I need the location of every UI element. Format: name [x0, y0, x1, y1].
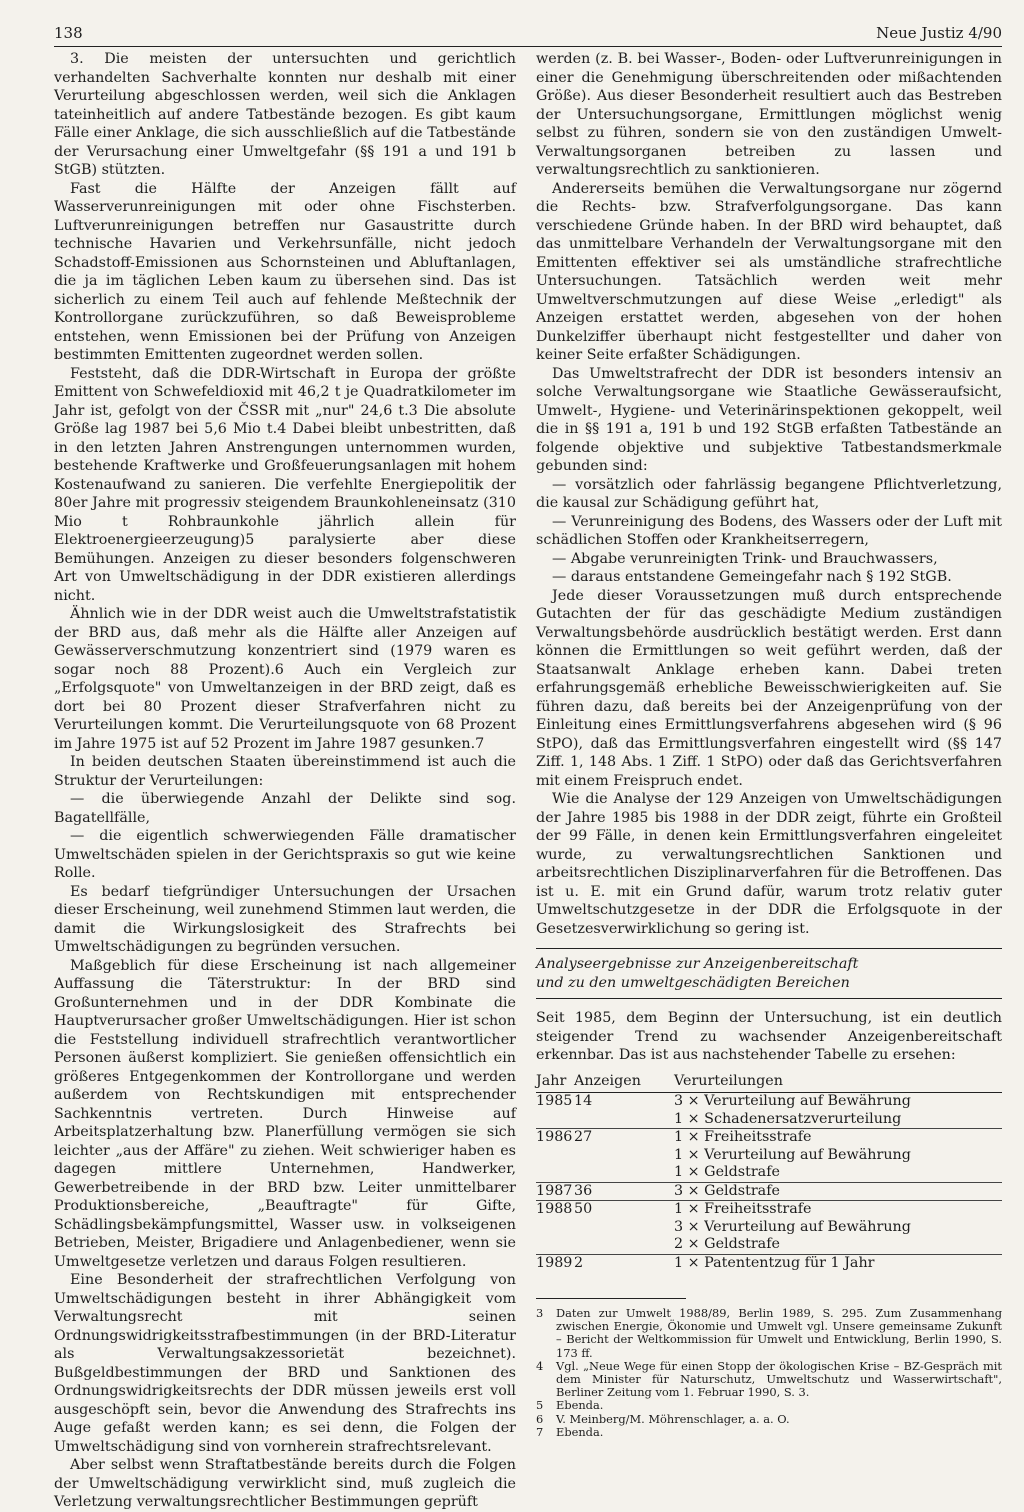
paragraph: Maßgeblich für diese Erscheinung ist nach allgemeiner Auffassung die Täterstruktur: In der BRD sind Großunternehmen und in der DDR Kombinate die Hauptverursacher großer Umweltschädigungen. Hier ist schon die Feststellung individuell strafrechtlich verantwortlicher Personen äußerst kompliziert. Sie genießen offensichtlich ein größeres Entgegenkommen der Kontrollorgane und werden außerdem von Rechtskundigen mit entsprechender Sachkenntnis vertreten. Durch Hinweise auf Arbeitsplatzerhaltung bzw. Planerfüllung vermögen sie sich leichter „aus der Affäre" zu ziehen. Weit schwieriger haben es dagegen mittlere Unternehmen, Handwerker, Gewerbetreibende in der BRD bzw. Leiter unmittelbarer Produktionsbereiche, „Beauftragte" für Gifte, Schädlingsbekämpfungsmittel, Wasser usw. in volkseigenen Betrieben, Meister, Brigadiere und Anlagenbediener, wenn sie Umweltgesetze verletzen und daraus Folgen resultieren. — [54, 957, 516, 1270]
footnote-text: Ebenda. — [556, 1424, 604, 1439]
list-item: — Abgabe verunreinigten Trink- und Brauchwassers, — [552, 550, 938, 567]
list-item: — daraus entstandene Gemeingefahr nach § 192 StGB. — [552, 569, 952, 585]
footnote-number: 7 — [536, 1424, 544, 1439]
cell-jahr: 1989 — [536, 1254, 573, 1271]
cell-verurteilung: 1 ⨯ Freiheitsstrafe — [674, 1129, 1002, 1147]
footnote-rule — [536, 1298, 686, 1299]
journal-issue: Neue Justiz 4/90 — [876, 24, 1002, 42]
paragraph: Ähnlich wie in der DDR weist auch die Umweltstrafstatistik der BRD aus, daß mehr als die Hälfte aller Anzeigen auf Gewässerverschmutzung konzentriert sind (1979 waren es sogar noch 88 Prozent).6 Auch ein Vergleich zur „Erfolgsquote" von Umweltanzeigen in der BRD zeigt, daß es dort bei 80 Prozent dieser Strafverfahren nicht zu Verurteilungen kommt. Die Verurteilungsquote von 68 Prozent im Jahre 1975 ist auf 52 Prozent im Jahre 1987 gesunken.7 — [54, 606, 516, 752]
list-item: — vorsätzlich oder fahrlässig begangene Pflichtverletzung, die kausal zur Schädigung geführt hat, — [536, 476, 1002, 511]
footnote — [536, 1426, 1002, 1439]
paragraph: Eine Besonderheit der strafrechtlichen Verfolgung von Umweltschädigungen besteht in ihrer Abhängigkeit vom Verwaltungsrecht mit seinen Ordnungswidrigkeitsstrafbestimmungen (in der BRD-Literatur als Verwaltungsakzessorietät bezeichnet). Bußgeldbestimmungen der BRD und Sanktionen des Ordnungswidrigkeitsrechts der DDR müssen jeweils erst voll ausgeschöpft sein, bevor die Anwendung des Strafrechts ins Auge gefaßt werden kann; es sei denn, die Folgen der Umweltschädigung sind von vornherein strafrechtsrelevant. — [54, 1272, 516, 1455]
table-row — [536, 1129, 1002, 1147]
table-row — [536, 1201, 1002, 1219]
cell-verurteilung: 1 ⨯ Verurteilung auf Bewährung — [674, 1146, 911, 1163]
results-table — [536, 1073, 1002, 1273]
footnote — [536, 1399, 1002, 1412]
paragraph: In beiden deutschen Staaten übereinstimmend ist auch die Struktur der Verurteilungen: — [54, 754, 516, 789]
paragraph: 3. Die meisten der untersuchten und gerichtlich verhandelten Sachverhalte konnten nur deshalb mit einer Verurteilung abgeschlossen werden, weil sich die Anklagen tateinheitlich auf andere Tatbestände bezogen. Es gibt kaum Fälle einer Anklage, die sich ausschließlich auf die Tatbestände der Verursachung einer Umweltgefahr (§§ 191 a und 191 b StGB) stützten. — [54, 51, 516, 178]
col-header-verurteilungen: Verurteilungen — [674, 1073, 1002, 1093]
table-row — [536, 1164, 1002, 1182]
paragraph: Wie die Analyse der 129 Anzeigen von Umweltschädigungen der Jahre 1985 bis 1988 in der DDR zeigt, führte ein Großteil der 99 Fälle, in denen kein Ermittlungsverfahren eingeleitet wurde, zu verwaltungsrechtlichen Sanktionen und arbeitsrechtlichen Disziplinarverfahren für die Betroffenen. Das ist u. E. mit ein Grund dafür, warum trotz relativ guter Umweltschutzgesetze in der DDR die Erfolgsquote in der Gesetzesverwirklichung so gering ist. — [536, 791, 1002, 937]
footnote-text: Vgl. „Neue Wege für einen Stopp der ökologischen Krise – BZ-Gespräch mit dem Minister für Naturschutz, Umweltschutz und Wasserwirtschaft", Berliner Zeitung vom 1. Februar 1990, S. 3. — [556, 1358, 1002, 1400]
cell-verurteilung: 3 ⨯ Verurteilung auf Bewährung — [674, 1218, 911, 1235]
section-title-line-1: Analyseergebnisse zur Anzeigenbereitschaft — [536, 956, 859, 972]
paragraph: Es bedarf tiefgründiger Untersuchungen der Ursachen dieser Erscheinung, weil zunehmend Stimmen laut werden, die damit die Wirkungslosigkeit des Strafrechts bei Umweltschädigungen zu begründen versuchen. — [54, 883, 516, 955]
col-header-jahr: Jahr — [536, 1073, 574, 1093]
table-row — [536, 1093, 1002, 1111]
cell-anzeigen: 50 — [574, 1201, 674, 1219]
paragraph: Fast die Hälfte der Anzeigen fällt auf Wasserverunreinigungen mit oder ohne Fischsterben. Luftverunreinigungen betreffen nur Gasaustritte durch technische Havarien und Verkehrsunfälle, nicht jedoch Schadstoff-Emissionen aus Schornsteinen und Abluftanlagen, die ja im täglichen Leben kaum zu übersehen sind. Das ist sicherlich zu einem Teil auch auf fehlende Meßtechnik der Kontrollorgane zurückzuführen, so daß Beweisprobleme entstehen, wenn Emissionen bei der Prüfung von Anzeigen bestimmten Emittenten zugeordnet werden sollen. — [54, 180, 516, 363]
cell-verurteilung: 1 ⨯ Patententzug für 1 Jahr — [674, 1254, 1002, 1272]
left-column — [54, 50, 516, 1512]
footnote-number: 6 — [536, 1411, 544, 1426]
paragraph: Das Umweltstrafrecht der DDR ist besonders intensiv an solche Verwaltungsorgane wie Staatliche Gewässeraufsicht, Umwelt-, Hygiene- und Veterinärinspektionen gekoppelt, weil die in §§ 191 a, 191 b und 192 StGB erfaßten Tatbestände an folgende objektive und subjektive Tatbestandsmerkmale gebunden sind: — [536, 365, 1002, 474]
footnote-number: 5 — [536, 1398, 544, 1413]
cell-anzeigen: 27 — [574, 1129, 674, 1147]
paragraph: werden (z. B. bei Wasser-, Boden- oder Luftverunreinigungen in einer die Genehmigung überschreitenden oder mißachtenden Größe). Aus dieser Besonderheit resultiert auch das Bestreben der Untersuchungsorgane, Ermittlungen möglichst wenig selbst zu führen, sondern sie von den zuständigen Umwelt-Verwaltungsorganen betreiben zu lassen und verwaltungsrechtlich zu sanktionieren. — [536, 51, 1002, 178]
section-title-line-2: und zu den umweltgeschädigten Bereichen — [536, 974, 850, 991]
footnote-text: V. Meinberg/M. Möhrenschlager, a. a. O. — [556, 1411, 790, 1426]
cell-anzeigen: 14 — [574, 1093, 593, 1109]
list-item: — die eigentlich schwerwiegenden Fälle dramatischer Umweltschäden spielen in der Gerichtspraxis so gut wie keine Rolle. — [54, 828, 516, 881]
cell-verurteilung: 3 ⨯ Verurteilung auf Bewährung — [674, 1093, 911, 1109]
col-header-anzeigen: Anzeigen — [574, 1073, 674, 1093]
cell-verurteilung: 1 ⨯ Schadenersatzverurteilung — [674, 1110, 902, 1127]
paragraph: Andererseits bemühen die Verwaltungsorgane nur zögernd die Rechts- bzw. Strafverfolgungsorgane. Das kann verschiedene Gründe haben. In der BRD wird behauptet, daß das unmittelbare Verhandeln der Verwaltungsorgane mit den Emittenten effektiver sei als umständliche strafrechtliche Untersuchungen. Tatsächlich werden weit mehr Umweltverschmutzungen auf diese Weise „erledigt" als Anzeigen erstattet werden, abgesehen von der hohen Dunkelziffer überhaupt nicht festgestellter und daher von keiner Seite erfaßter Schädigungen. — [536, 180, 1002, 363]
paragraph: Feststeht, daß die DDR-Wirtschaft in Europa der größte Emittent von Schwefeldioxid mit 46,2 t je Quadratkilometer im Jahr ist, gefolgt von der ČSSR mit „nur" 24,6 t.3 Die absolute Größe lag 1987 bei 5,6 Mio t.4 Dabei bleibt unbestritten, daß in den letzten Jahren Anstrengungen unternommen wurden, bestehende Kraftwerke und Großfeuerungsanlagen mit hohem Kostenaufwand zu sanieren. Die verfehlte Energiepolitik der 80er Jahre mit progressiv steigendem Braunkohleneinsatz (310 Mio t Rohbraunkohle jährlich allein für Elektroenergieerzeugung)5 paralysierte aber diese Bemühungen. Anzeigen zu dieser besonders folgenschweren Art von Umweltschädigung in der DDR existieren allerdings nicht. — [54, 365, 516, 604]
page-number: 138 — [54, 24, 83, 42]
paragraph: Jede dieser Voraussetzungen muß durch entsprechende Gutachten der für das geschädigte Medium zuständigen Verwaltungsbehörde ausdrücklich bestätigt werden. Erst dann können die Ermittlungen so weit geführt werden, daß der Staatsanwalt Anklage erheben kann. Dabei treten erfahrungsgemäß erhebliche Beweisschwierigkeiten auf. Sie führen dazu, daß bereits bei der Anzeigenprüfung von der Einleitung eines Ermittlungsverfahrens abgesehen wird (§ 96 StPO), daß das Ermittlungsverfahren eingestellt wird (§§ 147 Ziff. 1, 148 Abs. 1 Ziff. 1 StPO) oder daß das Gerichtsverfahren mit einem Freispruch endet. — [536, 587, 1002, 789]
cell-anzeigen: 36 — [574, 1182, 674, 1201]
cell-verurteilung: 1 ⨯ Geldstrafe — [674, 1164, 780, 1180]
cell-verurteilung: 3 ⨯ Geldstrafe — [674, 1182, 1002, 1201]
table-row — [536, 1219, 1002, 1237]
footnote — [536, 1307, 1002, 1360]
paragraph: Aber selbst wenn Straftatbestände bereits durch die Folgen der Umweltschädigung verwirklicht sind, muß zugleich die Verletzung verwaltungsrechtlicher Bestimmungen geprüft — [54, 1457, 516, 1510]
footnote-number: 4 — [536, 1358, 544, 1373]
footnote-text: Daten zur Umwelt 1988/89, Berlin 1989, S. 295. Zum Zusammenhang zwischen Energie, Ökonomie und Umwelt vgl. Unsere gemeinsame Zukunft – Bericht der Weltkommission für Umwelt und Entwicklung, Berlin 1990, S. 173 ff. — [556, 1306, 1002, 1360]
table-header-row — [536, 1073, 1002, 1093]
footnote — [536, 1413, 1002, 1426]
cell-jahr: 1987 — [536, 1182, 573, 1199]
table-row — [536, 1254, 1002, 1272]
cell-verurteilung: 1 ⨯ Freiheitsstrafe — [674, 1201, 1002, 1219]
list-item: — die überwiegende Anzahl der Delikte sind sog. Bagatellfälle, — [54, 791, 516, 826]
section-rule-bottom — [536, 998, 1002, 999]
cell-jahr: 1986 — [536, 1129, 573, 1145]
cell-jahr: 1988 — [536, 1201, 573, 1217]
section-intro: Seit 1985, dem Beginn der Untersuchung, ist ein deutlich steigender Trend zu wachsender Anzeigenbereitschaft erkennbar. Das ist aus nachstehender Tabelle zu ersehen: — [536, 1010, 1002, 1063]
footnote — [536, 1360, 1002, 1400]
table-row — [536, 1111, 1002, 1129]
footnote-text: Ebenda. — [556, 1398, 604, 1413]
cell-verurteilung: 2 ⨯ Geldstrafe — [674, 1236, 780, 1252]
footnote-number: 3 — [536, 1306, 544, 1320]
page-header — [54, 18, 1002, 47]
table-row — [536, 1236, 1002, 1254]
section-rule-top — [536, 948, 1002, 949]
right-column — [536, 50, 1002, 1439]
table-row — [536, 1182, 1002, 1201]
cell-jahr: 1985 — [536, 1093, 573, 1109]
table-row — [536, 1147, 1002, 1165]
list-item: — Verunreinigung des Bodens, des Wassers oder der Luft mit schädlichen Stoffen oder Krankheitserregern, — [536, 513, 1002, 548]
cell-anzeigen: 2 — [574, 1254, 674, 1272]
